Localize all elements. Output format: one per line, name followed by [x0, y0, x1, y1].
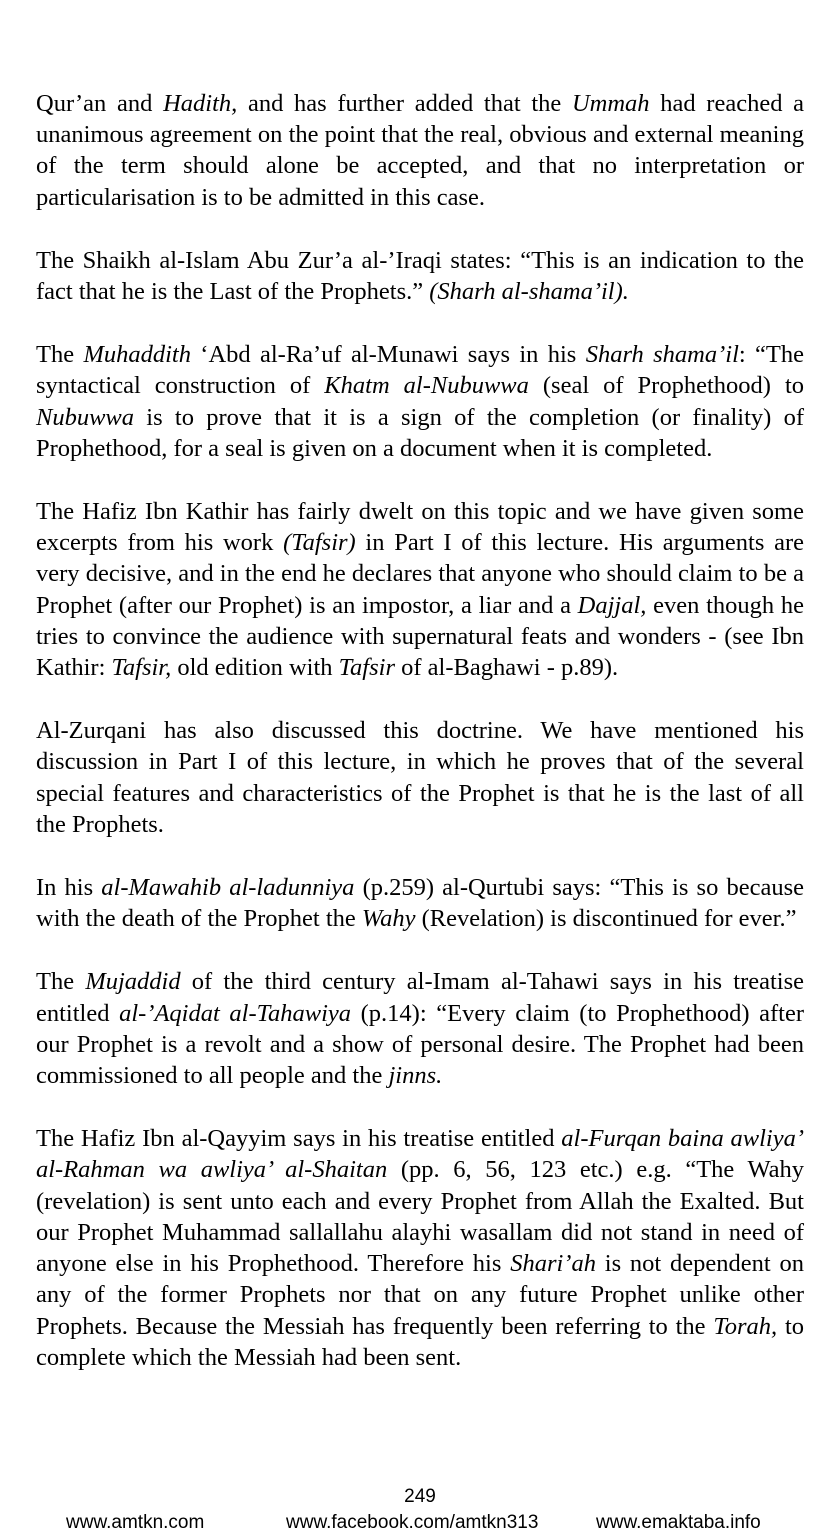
- text-run: The Hafiz Ibn Kathir has fairly dwelt on this topic and we have given some excerpts from his work: [36, 498, 804, 557]
- text-run: Al-Zurqani has also discussed this doctrine. We have mentioned his discussion in Part I of this lecture, in which he proves that of the several special features and characteristics of the Prophet is that he is the last of all the Prophets.: [36, 717, 804, 838]
- text-run: In his: [36, 874, 102, 902]
- paragraph: [36, 715, 804, 840]
- italic-term: al-Furqan baina awliya’ al-Rahman wa awliya’ al-Shaitan: [36, 1125, 805, 1184]
- italic-term: Mujaddid: [85, 968, 181, 996]
- italic-term: Muhaddith: [83, 341, 191, 369]
- text-run: : “The syntactical construction of: [36, 341, 804, 400]
- footer-link-emaktaba[interactable]: www.emaktaba.info: [596, 1512, 761, 1533]
- footer-link-facebook[interactable]: www.facebook.com/amtkn313: [286, 1512, 539, 1533]
- text-run: The Hafiz Ibn al-Qayyim says in his treatise entitled: [36, 1125, 562, 1153]
- italic-term: Sharh shama’il: [585, 341, 739, 369]
- italic-term: (Sharh al-shama’il).: [429, 278, 629, 306]
- italic-term: Dajjal,: [577, 591, 647, 619]
- text-run: of al-Baghawi - p.89).: [394, 654, 619, 682]
- text-run: (p.259) al-Qurtubi says: “This is so because with the death of the Prophet the: [36, 874, 805, 933]
- text-run: even though he tries to convince the audience with supernatural feats and wonders - (see Ibn Kathir:: [36, 591, 804, 682]
- page-number: 249: [404, 1486, 436, 1507]
- text-run: to complete which the Messiah had been sent.: [36, 1312, 804, 1371]
- italic-term: Tafsir: [338, 654, 395, 682]
- italic-term: Nubuwwa: [36, 403, 135, 431]
- text-run: is not dependent on any of the former Prophets nor that on any future Prophet unlike other Prophets. Because the Messiah has frequently been referring to the: [36, 1250, 805, 1340]
- paragraph: [36, 496, 804, 683]
- italic-term: Shari’ah: [510, 1250, 596, 1278]
- text-run: (p.14): “Every claim (to Prophethood) after our Prophet is a revolt and a show of personal desire. The Prophet had been commissioned to all people and the: [36, 999, 804, 1090]
- italic-term: Khatm al-Nubuwwa: [324, 372, 529, 400]
- italic-term: al-Mawahib al-ladunniya: [101, 874, 355, 902]
- text-run: is to prove that it is a sign of the completion (or finality) of Prophethood, for a seal is given on a document when it is completed.: [36, 403, 804, 462]
- text-run: (Revelation) is discontinued for ever.”: [415, 905, 797, 933]
- paragraph: [36, 966, 804, 1091]
- paragraph: [36, 1123, 804, 1373]
- italic-term: (Tafsir): [283, 529, 356, 557]
- italic-term: Torah,: [713, 1312, 778, 1340]
- body-text: [36, 88, 804, 1405]
- text-run: had reached a unanimous agreement on the point that the real, obvious and external meaning of the term should alone be accepted, and that no interpretation or particularisation is to be admitted in this case.: [36, 90, 805, 211]
- footer: [0, 1512, 840, 1536]
- text-run: The: [36, 968, 86, 996]
- paragraph: [36, 88, 804, 213]
- text-run: in Part I of this lecture. His arguments are very decisive, and in the end he declares that anyone who should claim to be a Prophet (after our Prophet) is an impostor, a liar and a: [36, 529, 804, 619]
- text-run: of the third century al-Imam al-Tahawi says in his treatise entitled: [36, 968, 805, 1027]
- italic-term: Tafsir,: [111, 654, 172, 682]
- paragraph: [36, 339, 804, 464]
- italic-term: Ummah: [571, 90, 650, 117]
- italic-term: al-’Aqidat al-Tahawiya: [119, 999, 352, 1027]
- text-run: (seal of Prophethood) to: [528, 372, 804, 400]
- italic-term: Wahy: [361, 905, 416, 933]
- text-run: old edition with: [171, 654, 339, 682]
- italic-term: Hadith,: [163, 90, 238, 117]
- text-run: Qur’an and: [36, 90, 164, 117]
- text-run: (pp. 6, 56, 123 etc.) e.g. “The Wahy (revelation) is sent unto each and every Prophet from Allah the Exalted. But our Prophet Muhammad sallallahu alayhi wasallam did not stand in need of anyone else in his Prophethood. Therefore his: [36, 1156, 804, 1278]
- paragraph: [36, 872, 804, 934]
- text-run: The Shaikh al-Islam Abu Zur’a al-’Iraqi states: “This is an indication to the fact that he is the Last of the Prophets.”: [36, 246, 804, 306]
- italic-term: jinns.: [388, 1062, 443, 1090]
- paragraph: [36, 245, 804, 307]
- text-run: ‘Abd al-Ra’uf al-Munawi says in his: [190, 341, 586, 369]
- text-run: and has further added that the: [237, 90, 572, 117]
- text-run: The: [36, 341, 84, 369]
- footer-link-amtkn[interactable]: www.amtkn.com: [66, 1512, 205, 1533]
